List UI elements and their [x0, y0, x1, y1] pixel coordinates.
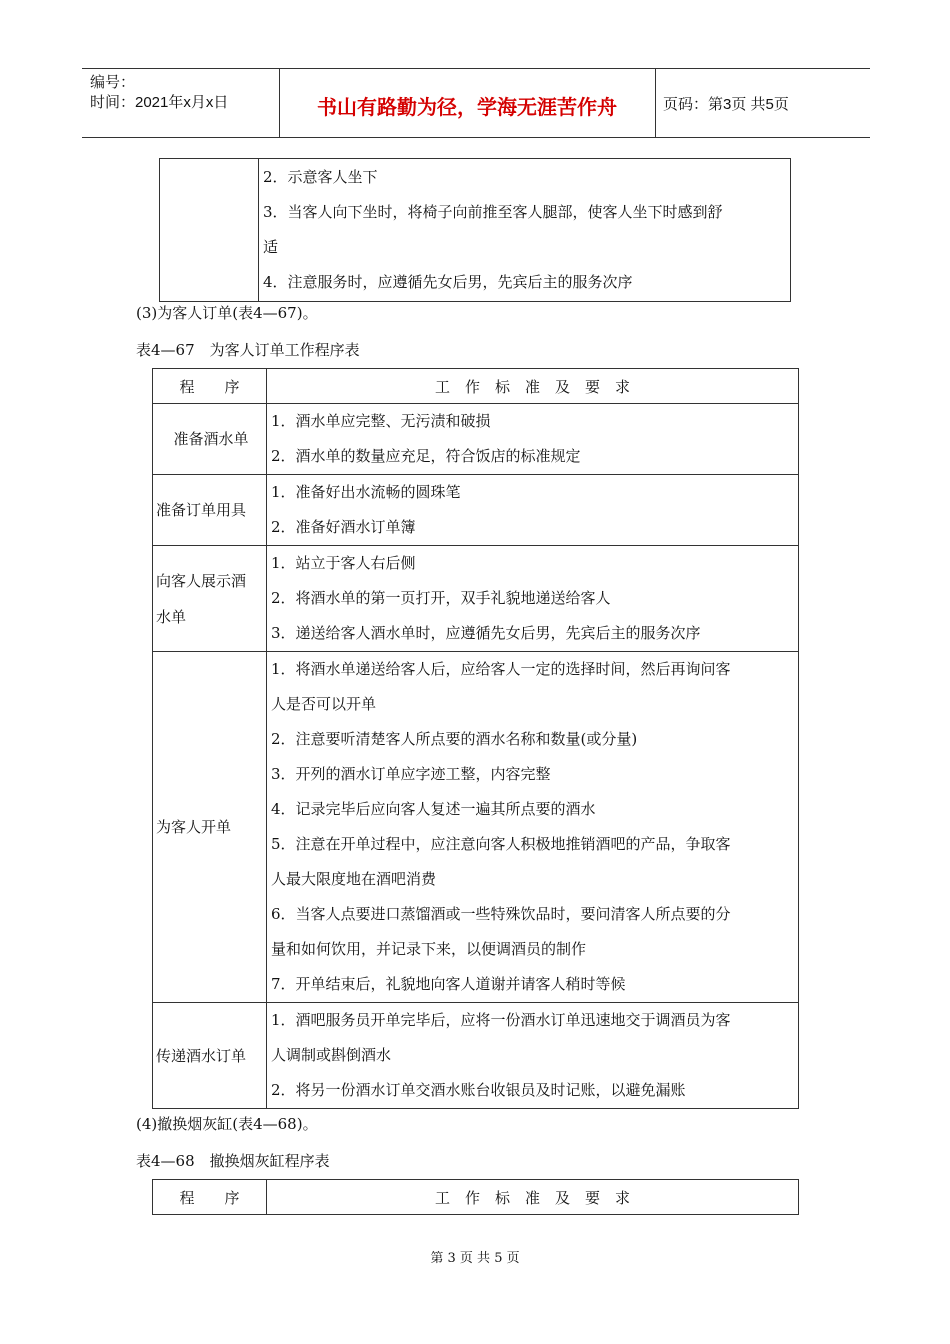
- procedure-cell: 准备订单用具: [153, 475, 267, 546]
- page-header: [82, 68, 870, 138]
- column-header-standard: 工 作 标 准 及 要 求: [267, 1180, 799, 1215]
- standard-line: 2．准备好酒水订单簿: [271, 518, 416, 536]
- continued-procedure-table: [159, 158, 791, 302]
- section-heading: (4)撤换烟灰缸(表4—68)。: [136, 1115, 318, 1133]
- column-header-procedure: 程 序: [153, 1180, 267, 1215]
- standard-line: 1．将酒水单递送给客人后，应给客人一定的选择时间，然后再询问客: [271, 660, 731, 678]
- standard-cell: [267, 475, 799, 546]
- table-row: [153, 1003, 799, 1109]
- procedure-cell: [153, 546, 267, 652]
- header-page-number: 页码：第3页 共5页: [663, 96, 789, 113]
- standard-line: 人是否可以开单: [271, 695, 377, 713]
- standard-line: 4．记录完毕后应向客人复述一遍其所点要的酒水: [271, 800, 596, 818]
- header-left-cell: [90, 73, 228, 113]
- column-header-procedure: 程 序: [153, 369, 267, 404]
- standard-line: 1．准备好出水流畅的圆珠笔: [271, 483, 461, 501]
- ashtray-procedure-table: [152, 1179, 799, 1215]
- table-row: [153, 546, 799, 652]
- procedure-line: 水单: [156, 607, 187, 626]
- table-row: [153, 652, 799, 1003]
- table-caption: 表4—68 撤换烟灰缸程序表: [136, 1152, 330, 1170]
- standard-line: 适: [263, 238, 279, 256]
- standard-line: 人调制或斟倒酒水: [271, 1046, 392, 1064]
- standard-line: 5．注意在开单过程中，应注意向客人积极地推销酒吧的产品，争取客: [271, 835, 731, 853]
- standard-cell: [267, 1003, 799, 1109]
- standard-line: 2．酒水单的数量应充足，符合饭店的标准规定: [271, 447, 581, 465]
- standard-line: 1．酒吧服务员开单完毕后，应将一份酒水订单迅速地交于调酒员为客: [271, 1011, 731, 1029]
- standard-line: 6．当客人点要进口蒸馏酒或一些特殊饮品时，要问清客人所点要的分: [271, 905, 731, 923]
- standard-line: 2．注意要听清楚客人所点要的酒水名称和数量(或分量): [271, 730, 638, 748]
- header-divider: [655, 69, 656, 137]
- procedure-line: 向客人展示酒: [156, 571, 247, 590]
- standard-cell: [259, 159, 791, 302]
- standard-line: 1．酒水单应完整、无污渍和破损: [271, 412, 491, 430]
- standard-cell: [267, 652, 799, 1003]
- standard-line: 7．开单结束后，礼貌地向客人道谢并请客人稍时等候: [271, 975, 626, 993]
- procedure-cell: 准备酒水单: [153, 404, 267, 475]
- standard-line: 量和如何饮用，并记录下来，以便调酒员的制作: [271, 940, 587, 958]
- table-caption: 表4—67 为客人订单工作程序表: [136, 341, 360, 359]
- standard-line: 1．站立于客人右后侧: [271, 554, 416, 572]
- standard-line: 人最大限度地在酒吧消费: [271, 870, 437, 888]
- standard-line: 2．将另一份酒水订单交酒水账台收银员及时记账，以避免漏账: [271, 1081, 686, 1099]
- standard-line: 3．当客人向下坐时，将椅子向前推至客人腿部，使客人坐下时感到舒: [263, 203, 723, 221]
- standard-line: 2．将酒水单的第一页打开，双手礼貌地递送给客人: [271, 589, 611, 607]
- page-footer: 第 3 页 共 5 页: [430, 1251, 520, 1266]
- standard-line: 4．注意服务时，应遵循先女后男，先宾后主的服务次序: [263, 273, 633, 291]
- column-header-standard: 工 作 标 准 及 要 求: [267, 369, 799, 404]
- order-procedure-table: [152, 368, 799, 1109]
- document-date-label: 时间：2021年x月x日: [90, 94, 229, 111]
- standard-line: 2．示意客人坐下: [263, 168, 378, 186]
- header-divider: [279, 69, 280, 137]
- section-heading: (3)为客人订单(表4—67)。: [136, 304, 318, 322]
- table-row: [153, 404, 799, 475]
- procedure-cell: 传递酒水订单: [153, 1003, 267, 1109]
- standard-line: 3．开列的酒水订单应字迹工整，内容完整: [271, 765, 551, 783]
- standard-cell: [267, 546, 799, 652]
- table-row: [153, 475, 799, 546]
- procedure-cell: [160, 159, 259, 302]
- procedure-cell: 为客人开单: [153, 652, 267, 1003]
- header-motto: 书山有路勤为径，学海无涯苦作舟: [317, 95, 617, 119]
- standard-cell: [267, 404, 799, 475]
- document-code-label: 编号：: [90, 74, 136, 91]
- standard-line: 3．递送给客人酒水单时，应遵循先女后男，先宾后主的服务次序: [271, 624, 701, 642]
